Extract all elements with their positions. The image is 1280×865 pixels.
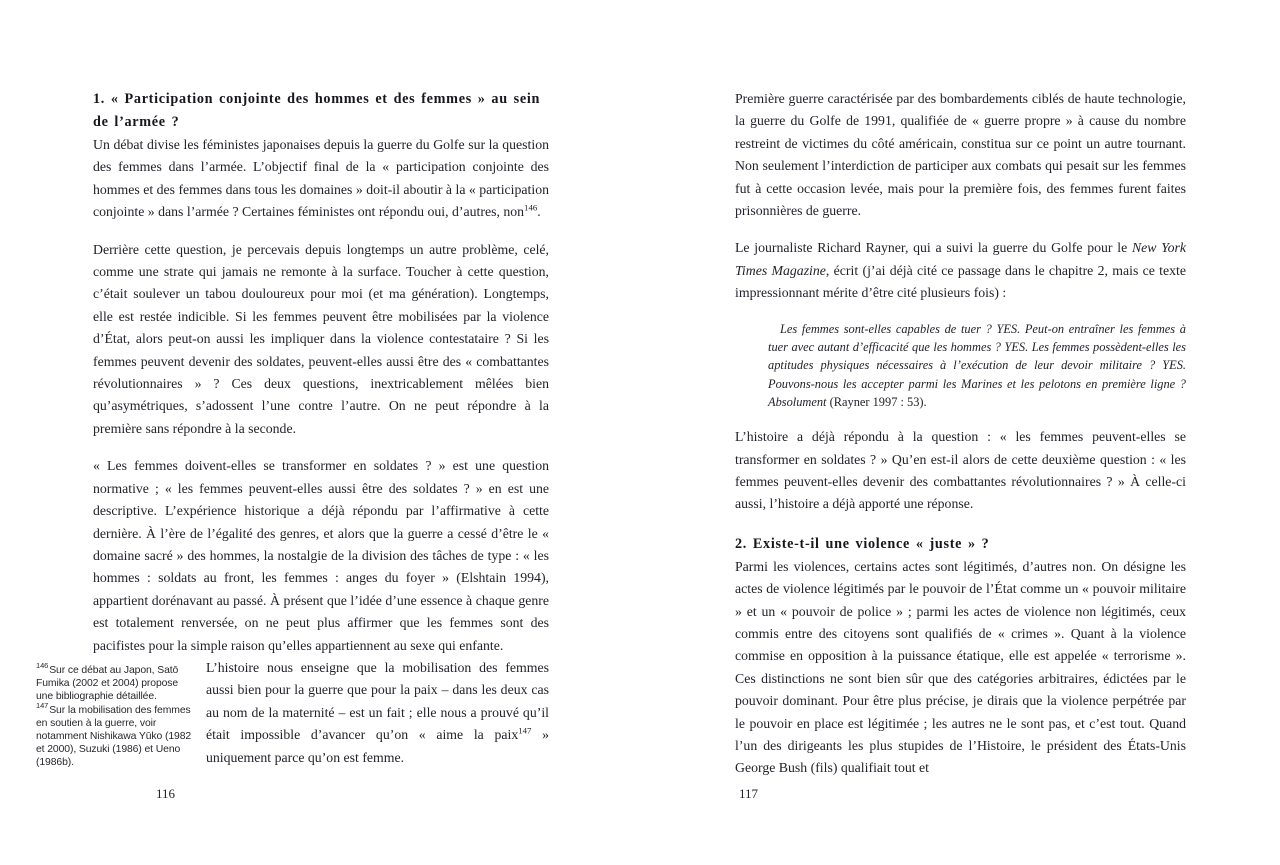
paragraph-right-2 — [735, 237, 1186, 304]
footnote-ref-146: 146 — [524, 202, 538, 213]
footnote-number-146: 146 — [36, 661, 49, 671]
blockquote-rayner — [768, 320, 1186, 411]
footnote-number-147: 147 — [36, 701, 49, 711]
section-heading-2: 2. Existe-t-il une violence « juste » ? — [735, 535, 990, 552]
footnote-147 — [36, 701, 192, 770]
paragraph-right-4: Parmi les violences, certains actes sont légitimés, d’autres non. On désigne les actes de violence légitimés par le pouvoir de l’État comme un « pouvoir militaire » et un « pouvoir de police » ; parmi les actes de violence non légitimés, ceux commis entre des citoyens sont qualifiés de « crimes ». Quant à la violence commise en opposition à la puissance étatique, elle est appelée « terrorisme ». Ces distinctions ne sont bien sûr que des catégories arbitraires, édictées par le pouvoir dominant. Pour être plus précise, je dirais que la violence perpétrée par le pouvoir en place est légitimée ; les autres ne le sont pas, et c’est tout. Quand l’un des dirigeants les plus stupides de l’Histoire, le président des États-Unis George Bush (fils) qualifiait tout et — [735, 558, 1186, 776]
quote-citation: (Rayner 1997 : 53). — [829, 394, 927, 409]
footnote-146 — [36, 661, 192, 704]
paragraph-text: » uniquement parce qu’on est femme. — [206, 727, 549, 765]
footnotes-block — [36, 657, 192, 770]
section-heading-1: 1. « Participation conjointe des hommes et des femmes » au sein de l’armée ? — [93, 91, 541, 130]
paragraph-right-1: Première guerre caractérisée par des bombardements ciblés de haute technologie, la guerre du Golfe de 1991, qualifiée de « guerre propre » à cause du nombre restreint de victimes du côté américain, constitua sur ce point un autre tournant. Non seulement l’interdiction de participer aux combats qui pesait sur les femmes fut à cette occasion levée, mais pour la première fois, des femmes furent faites prisonnières de guerre. — [735, 91, 1186, 219]
paragraph-left-2: Derrière cette question, je percevais depuis longtemps un autre problème, celé, comme une strate qui jamais ne remonte à la surface. Toucher à cette question, c’était soulever un tabou douloureux pour moi (et ma génération). Longtemps, elle est restée indicible. Si les femmes peuvent être mobilisées par la violence d’État, alors peut-on aussi les impliquer dans la violence contestataire ? Si les femmes peuvent devenir des soldates, peuvent-elles aussi être des « combattantes révolutionnaires » ? Ces deux questions, inextricablement mêlées bien qu’asymétriques, s’adossent l’une contre l’autre. On ne peut répondre à la première sans répondre à la seconde. — [93, 241, 549, 436]
page-number-left: 116 — [156, 786, 176, 801]
paragraph-left-4 — [206, 657, 549, 770]
paragraph-left-1 — [93, 134, 549, 224]
footnote-text: Sur ce débat au Japon, Satō Fumika (2002 et 2004) propose une bibliographie détaillée. — [36, 664, 179, 703]
page-right — [735, 88, 1186, 780]
magazine-title: New York Times Magazine — [735, 240, 1186, 278]
paragraph-text: Le journaliste Richard Rayner, qui a suivi la guerre du Golfe pour le — [735, 240, 1132, 256]
sidenote-row — [36, 657, 549, 770]
paragraph-text: . — [537, 204, 541, 220]
quote-text: Les femmes sont-elles capables de tuer ? YES. Peut-on entraîner les femmes à tuer avec autant d’efficacité que les hommes ? YES. Les femmes possèdent-elles les aptitudes physiques nécessaires à l’exécution de leur devoir militaire ? YES. Pouvons-nous les accepter parmi les Marines et les pelotons en première ligne ? Absolument — [768, 321, 1186, 409]
footnote-ref-147: 147 — [518, 725, 532, 736]
paragraph-right-3: L’histoire a déjà répondu à la question : « les femmes peuvent-elles se transformer en soldates ? » Qu’en est-il alors de cette deuxième question : « les femmes peuvent-elles devenir des combattantes révolutionnaires ? » À celle-ci aussi, l’histoire a déjà apporté une réponse. — [735, 429, 1186, 512]
page-number-right: 117 — [739, 786, 759, 801]
footnote-text: Sur la mobilisation des femmes en soutien à la guerre, voir notamment Nishikawa Yūko (1982 et 2000), Suzuki (1986) et Ueno (1986b). — [36, 704, 192, 769]
paragraph-text: Un débat divise les féministes japonaises depuis la guerre du Golfe sur la question des femmes dans l’armée. L’objectif final de la « participation conjointe des hommes et des femmes dans tous les domaines » doit-il aboutir à la « participation conjointe » dans l’armée ? Certaines féministes ont répondu oui, d’autres, non — [93, 137, 549, 220]
paragraph-text: , écrit (j’ai déjà cité ce passage dans le chapitre 2, mais ce texte impressionnant mérite d’être cité plusieurs fois) : — [735, 262, 1186, 301]
paragraph-left-3: « Les femmes doivent-elles se transformer en soldates ? » est une question normative ; « les femmes peuvent-elles aussi être des soldates ? » en est une descriptive. L’expérience historique a déjà répondu par l’affirmative à cette dernière. À l’ère de l’égalité des genres, et alors que la guerre a cessé d’être le « domaine sacré » des hommes, la nostalgie de la division des tâches de type : « les hommes : soldats au front, les femmes : anges du foyer » (Elshtain 1994), appartient dorénavant au passé. À présent que l’idée d’une essence à chaque genre est totalement renversée, on ne peut plus affirmer que les femmes sont des pacifistes pour la simple raison qu’elles appartiennent au sexe qui enfante. — [93, 458, 549, 653]
paragraph-text: L’histoire nous enseigne que la mobilisation des femmes aussi bien pour la guerre que pour la paix – dans les deux cas au nom de la maternité – est un fait ; elle nous a prouvé qu’il était impossible d’avancer qu’on « aime la paix — [206, 659, 549, 743]
page-left — [36, 88, 549, 770]
